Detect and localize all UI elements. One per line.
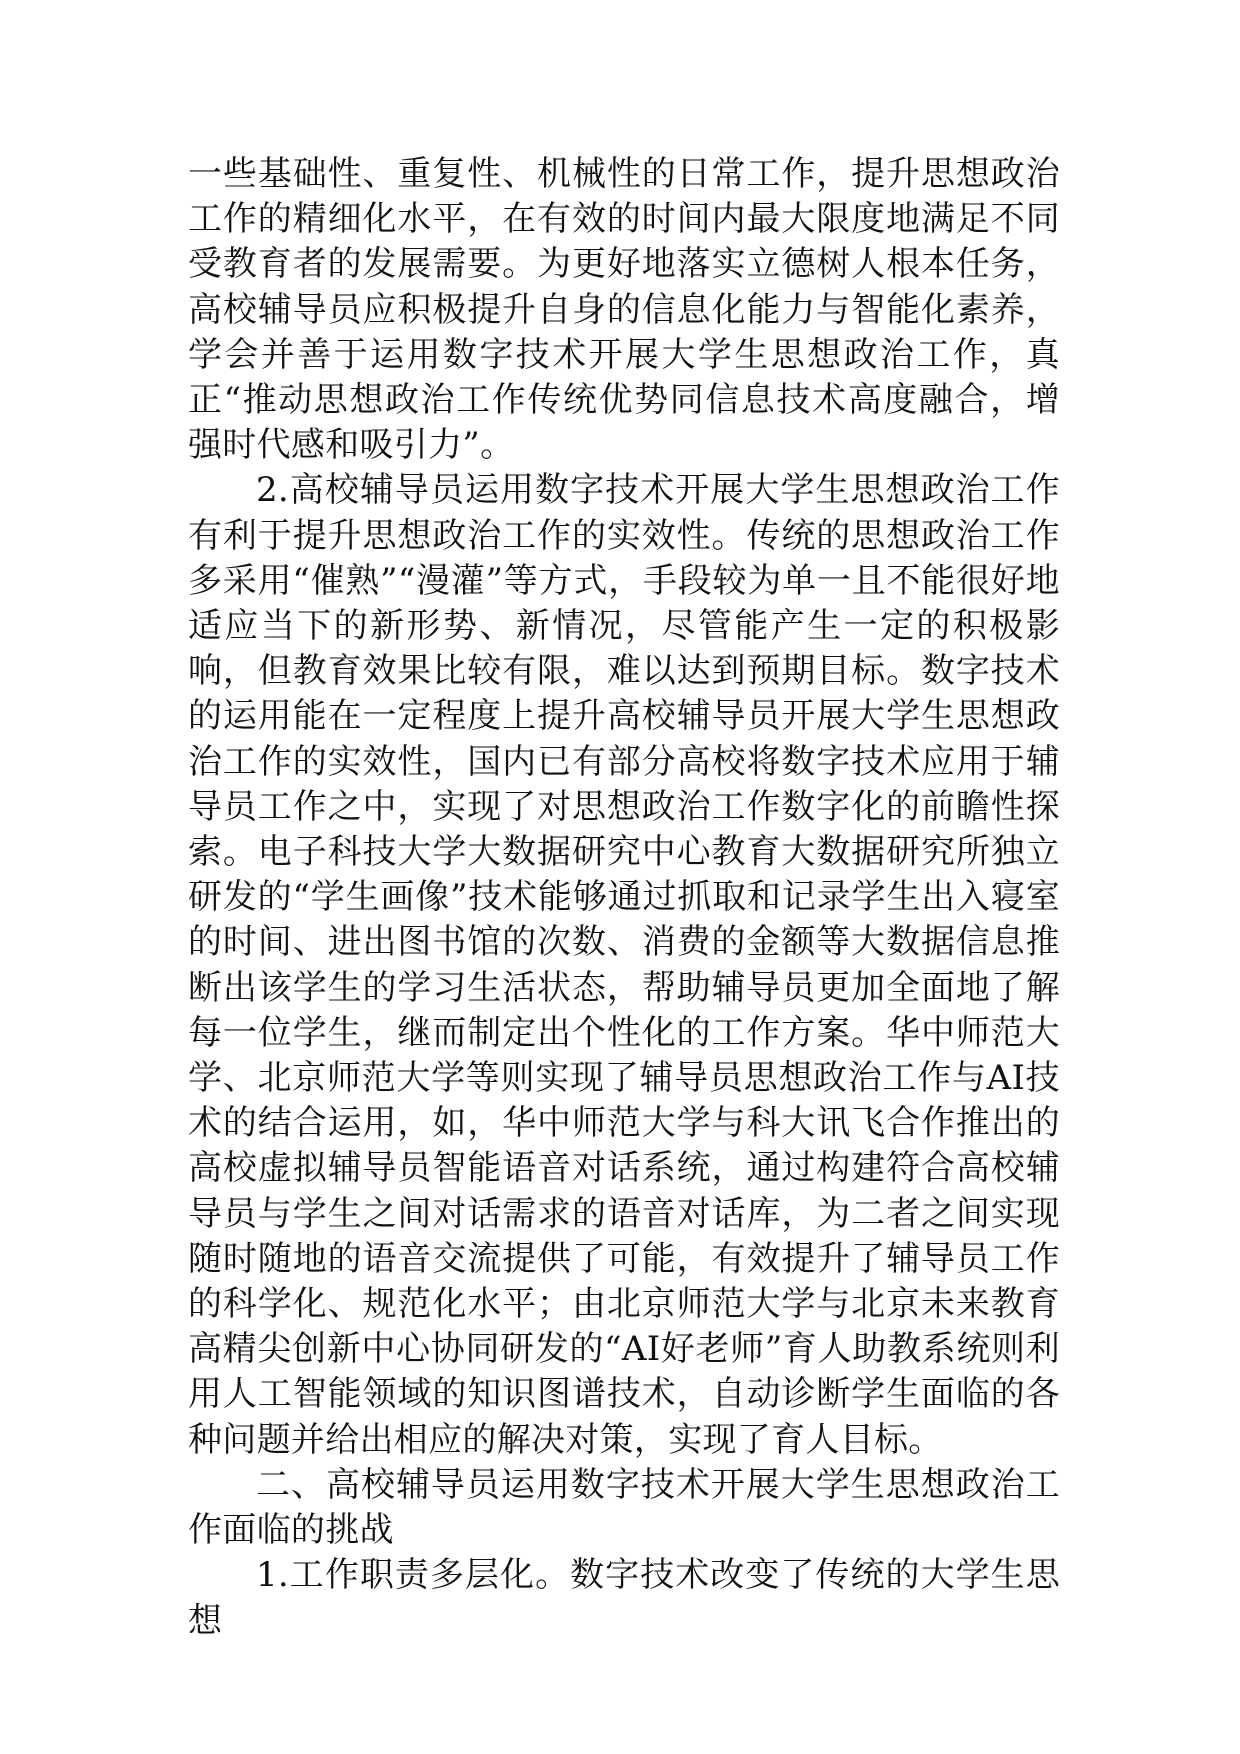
document-body [188,152,1060,1644]
paragraph-point-1-responsibilities: 1.工作职责多层化。数字技术改变了传统的大学生思想 [188,1555,1060,1641]
section-heading-challenges: 二、高校辅导员运用数字技术开展大学生思想政治工作面临的挑战 [188,1464,1060,1551]
paragraph-continuation: 一些基础性、重复性、机械性的日常工作，提升思想政治工作的精细化水平，在有效的时间内最大限度地满足不同受教育者的发展需要。为更好地落实立德树人根本任务，高校辅导员应积极提升自身的信息化能力与智能化素养，学会并善于运用数字技术开展大学生思想政治工作，真正“推动思想政治工作传统优势同信息技术高度融合，增强时代感和吸引力”。 [188,154,1060,466]
paragraph-point-2: 2.高校辅导员运用数字技术开展大学生思想政治工作有利于提升思想政治工作的实效性。传统的思想政治工作多采用“催熟”“漫灌”等方式，手段较为单一且不能很好地适应当下的新形势、新情况，尽管能产生一定的积极影响，但教育效果比较有限，难以达到预期目标。数字技术的运用能在一定程度上提升高校辅导员开展大学生思想政治工作的实效性，国内已有部分高校将数字技术应用于辅导员工作之中，实现了对思想政治工作数字化的前瞻性探索。电子科技大学大数据研究中心教育大数据研究所独立研发的“学生画像”技术能够通过抓取和记录学生出入寝室的时间、进出图书馆的次数、消费的金额等大数据信息推断出该学生的学习生活状态，帮助辅导员更加全面地了解每一位学生，继而制定出个性化的工作方案。华中师范大学、北京师范大学等则实现了辅导员思想政治工作与AI技术的结合运用，如，华中师范大学与科大讯飞合作推出的高校虚拟辅导员智能语音对话系统，通过构建符合高校辅导员与学生之间对话需求的语音对话库，为二者之间实现随时随地的语音交流提供了可能，有效提升了辅导员工作的科学化、规范化水平；由北京师范大学与北京未来教育高精尖创新中心协同研发的“AI好老师”育人助教系统则利用人工智能领域的知识图谱技术，自动诊断学生面临的各种问题并给出相应的解决对策，实现了育人目标。 [188,470,1060,1460]
